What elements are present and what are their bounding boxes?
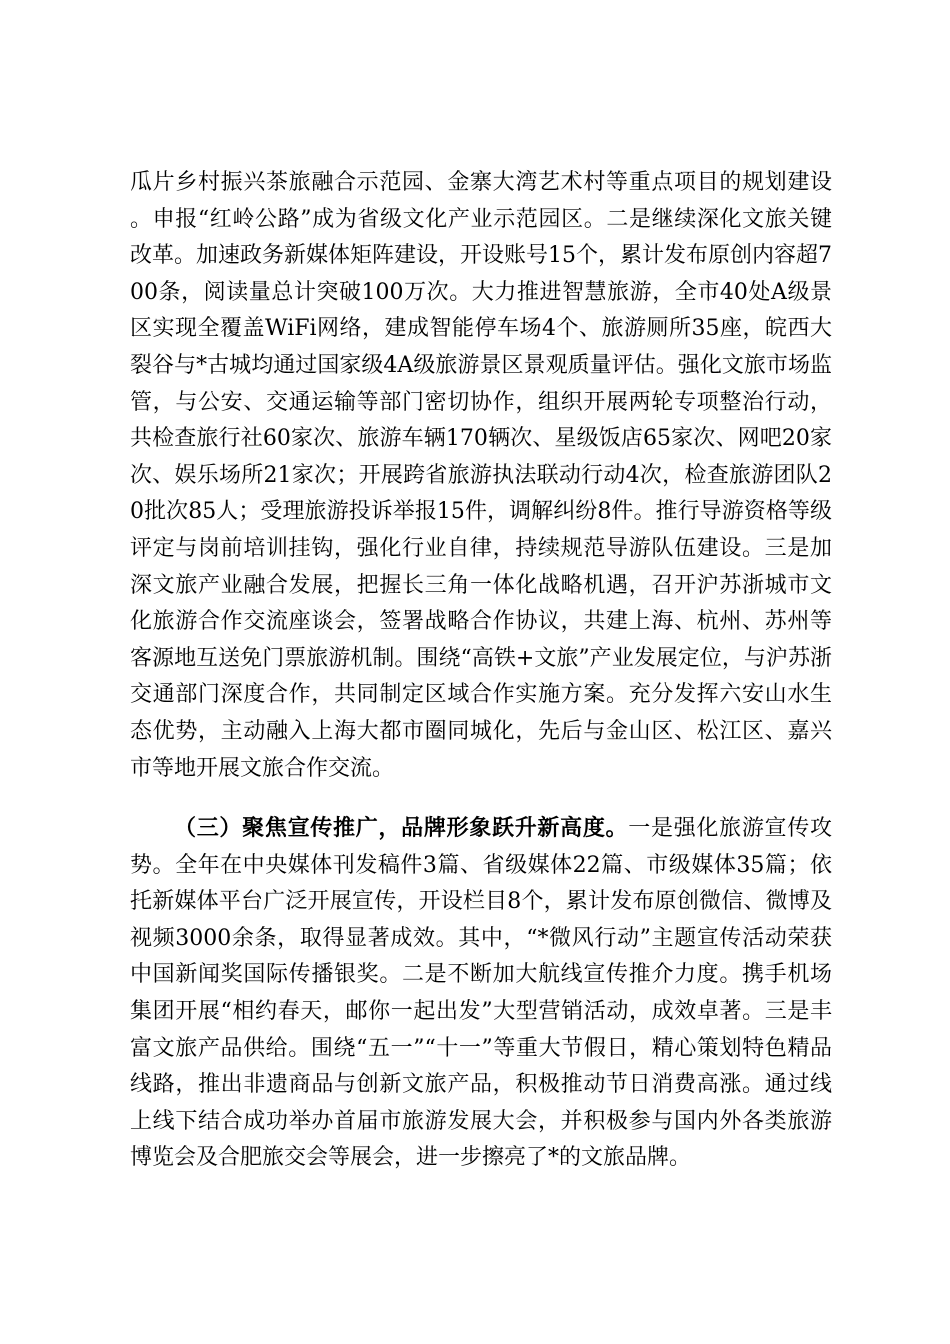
- document-page: [130, 165, 832, 1177]
- paragraph-section-3: [130, 811, 832, 1177]
- paragraph-continuation: [130, 165, 832, 787]
- section-heading: （三）聚焦宣传推广，品牌形象跃升新高度。: [174, 816, 629, 842]
- paragraph-text: 一是强化旅游宣传攻势。全年在中央媒体刊发稿件3篇、省级媒体22篇、市级媒体35篇；依托新媒体平台广泛开展宣传，开设栏目8个，累计发布原创微信、微博及视频3000余条，取得显著成效。其中，“*微风行动”主题宣传活动荣获中国新闻奖国际传播银奖。二是不断加大航线宣传推介力度。携手机场集团开展“相约春天，邮你一起出发”大型营销活动，成效卓著。三是丰富文旅产品供给。围绕“五一”“十一”等重大节假日，精心策划特色精品线路，推出非遗商品与创新文旅产品，积极推动节日消费高涨。通过线上线下结合成功举办首届市旅游发展大会，并积极参与国内外各类旅游博览会及合肥旅交会等展会，进一步擦亮了*的文旅品牌。: [130, 816, 832, 1171]
- paragraph-text: 瓜片乡村振兴茶旅融合示范园、金寨大湾艺术村等重点项目的规划建设。申报“红岭公路”成为省级文化产业示范园区。二是继续深化文旅关键改革。加速政务新媒体矩阵建设，开设账号15个，累计发布原创内容超700条，阅读量总计突破100万次。大力推进智慧旅游，全市40处A级景区实现全覆盖WiFi网络，建成智能停车场4个、旅游厕所35座，皖西大裂谷与*古城均通过国家级4A级旅游景区景观质量评估。强化文旅市场监管，与公安、交通运输等部门密切协作，组织开展两轮专项整治行动，共检查旅行社60家次、旅游车辆170辆次、星级饭店65家次、网吧20家次、娱乐场所21家次；开展跨省旅游执法联动行动4次，检查旅游团队20批次85人；受理旅游投诉举报15件，调解纠纷8件。推行导游资格等级评定与岗前培训挂钩，强化行业自律，持续规范导游队伍建设。三是加深文旅产业融合发展，把握长三角一体化战略机遇，召开沪苏浙城市文化旅游合作交流座谈会，签署战略合作协议，共建上海、杭州、苏州等客源地互送免门票旅游机制。围绕“高铁+文旅”产业发展定位，与沪苏浙交通部门深度合作，共同制定区域合作实施方案。充分发挥六安山水生态优势，主动融入上海大都市圈同城化，先后与金山区、松江区、嘉兴市等地开展文旅合作交流。: [130, 170, 832, 781]
